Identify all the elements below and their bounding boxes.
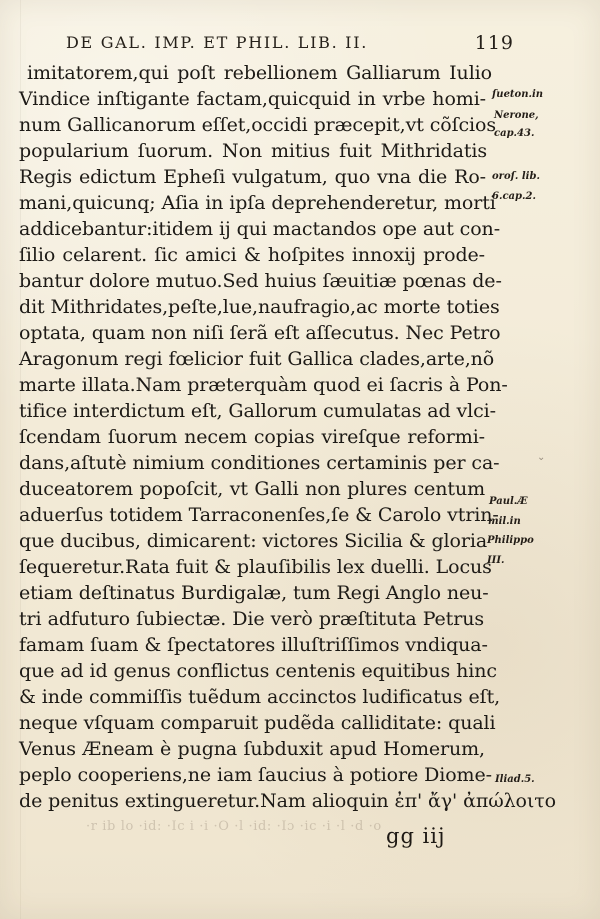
text-line: neque vſquam comparuit pudẽda calliditate: quali <box>19 712 496 734</box>
margin-mark: ⌄ <box>537 452 546 463</box>
text-line: duceatorem popoſcit, vt Galli non plures centum <box>19 478 485 500</box>
text-line: etiam deſtinatus Burdigalæ, tum Regi Anglo neu- <box>19 582 489 604</box>
text-line: imitatorem,qui poſt rebellionem Galliarum Iulio <box>27 62 492 84</box>
text-line: famam ſuam & ſpectatores illuſtriſſimos vndiqua- <box>19 634 488 656</box>
page-number: 119 <box>474 32 514 54</box>
text-line: peplo cooperiens,ne iam ſaucius à potiore Diome- <box>19 764 492 786</box>
margin-note: III. <box>487 555 505 566</box>
text-line: que ad id genus conflictus centenis equitibus hinc <box>19 660 497 682</box>
text-line: Aragonum regi fœlicior fuit Gallica clades,arte,nõ <box>19 348 495 370</box>
margin-note: Paul.Æ <box>489 496 528 507</box>
text-line: mani,quicunq; Aſia in ipſa deprehenderetur, morti <box>19 192 496 214</box>
margin-note: Philippo <box>487 535 534 546</box>
text-line: optata, quam non niſi ſerã eſt aſſecutus. Nec Petro <box>19 322 501 344</box>
bottom-margin <box>0 849 600 919</box>
text-line: num Gallicanorum eſſet,occidi præcepit,vt cõſcios <box>19 114 497 136</box>
text-line: & inde commiſſis tuẽdum accinctos ludificatus eſt, <box>19 686 501 708</box>
signature-mark: gg iij <box>386 824 446 848</box>
text-line: dit Mithridates,peſte,lue,naufragio,ac morte toties <box>19 296 500 318</box>
margin-note: cap.43. <box>494 128 535 139</box>
text-line: aduerſus totidem Tarraconenſes,ſe & Carolo vtrin- <box>19 504 499 526</box>
footer-area <box>86 818 506 848</box>
margin-note: mil.in <box>488 516 521 527</box>
running-header <box>66 33 514 59</box>
text-line: bantur dolore mutuo.Sed huius ſæuitiæ pœnas de- <box>19 270 502 292</box>
text-line: que ducibus, dimicarent: victores Sicilia & gloria <box>19 530 488 552</box>
text-line: tri adfuturo ſubiectæ. Die verò præſtituta Petrus <box>19 608 484 630</box>
text-line: popularium ſuorum. Non mitius fuit Mithridatis <box>19 140 487 162</box>
margin-note: ſueton.in <box>492 89 544 100</box>
margin-note: oroſ. lib. <box>492 171 540 182</box>
text-line: ſcendam ſuorum necem copias vireſque reformi- <box>19 426 485 448</box>
margin-note: Iliad.5. <box>495 774 535 785</box>
text-line: ſilio celarent. ſic amici & hoſpites innoxij prode- <box>19 244 485 266</box>
text-line: de penitus extingueretur.Nam alioquin ἐπ' ἄγ' ἀπώλοιτο <box>19 790 556 812</box>
text-line: Venus Æneam è pugna ſubduxit apud Homerum, <box>19 738 485 760</box>
text-line: addicebantur:itidem ij qui mactandos ope aut con- <box>19 218 501 240</box>
running-header-title: DE GAL. IMP. ET PHIL. LIB. II. <box>66 33 368 52</box>
text-line: Regis edictum Epheſi vulgatum, quo vna die Ro- <box>19 166 486 188</box>
text-line: ſequeretur.Rata fuit & plauſibilis lex duelli. Locus <box>19 556 492 578</box>
text-line: tifice interdictum eſt, Gallorum cumulatas ad vlci- <box>19 400 496 422</box>
margin-note: 6.cap.2. <box>492 191 536 202</box>
text-line: marte illata.Nam præterquàm quod ei ſacris à Pon- <box>19 374 508 396</box>
margin-note: Nerone, <box>494 110 539 121</box>
text-line: Vindice inſtigante factam,quicquid in vrbe homi- <box>19 88 486 110</box>
show-through-text: ·r ib lo ·id: ·Ic i ·i ·O ·l ·id: ·Iɔ ·ic ·i ·l ·d ·o <box>86 819 382 834</box>
text-line: dans,aſtutè nimium conditiones certaminis per ca- <box>19 452 500 474</box>
